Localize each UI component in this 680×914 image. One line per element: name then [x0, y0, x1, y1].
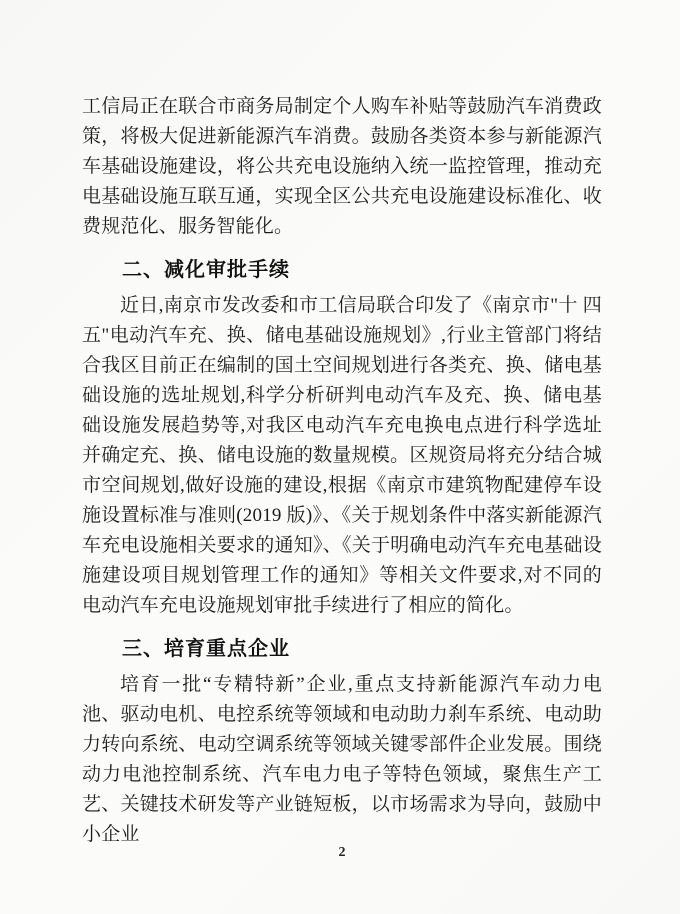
page-text-content — [82, 92, 602, 850]
section-heading-cultivate-enterprises: 三、培育重点企业 — [122, 638, 290, 660]
section-heading-simplify-approval: 二、减化审批手续 — [122, 259, 290, 281]
paragraph-consumption-policy-continuation: 工信局正在联合市商务局制定个人购车补贴等鼓励汽车消费政策，将极大促进新能源汽车消费。鼓励各类资本参与新能源汽车基础设施建设，将公共充电设施纳入统一监控管理，推动充电基础设施互联互通，实现全区公共充电设施建设标准化、收费规范化、服务智能化。 — [82, 96, 602, 237]
paragraph-approval-procedures: 近日,南京市发改委和市工信局联合印发了《南京市"十 四五"电动汽车充、换、储电基础设施规划》,行业主管部门将结合我区目前正在编制的国土空间规划进行各类充、换、储电基础设施的选址规划,科学分析研判电动汽车及充、换、储电基础设施发展趋势等,对我区电动汽车充电换电点进行科学选址并确定充、换、储电设施的数量规模。区规资局将充分结合城市空间规划,做好设施的建设,根据《南京市建筑物配建停车设施设置标准与准则(2019 版)》、《关于规划条件中落实新能源汽车充电设施相关要求的通知》、《关于明确电动汽车充电基础设施建设项目规划管理工作的通知》等相关文件要求,对不同的电动汽车充电设施规划审批手续进行了相应的简化。 — [82, 295, 602, 616]
paragraph-key-enterprises: 培育一批“专精特新”企业,重点支持新能源汽车动力电池、驱动电机、电控系统等领域和电动助力刹车系统、电动助力转向系统、电动空调系统等领域关键零部件企业发展。围绕动力电池控制系统、汽车电力电子等特色领域，聚焦生产工艺、关键技术研发等产业链短板，以市场需求为导向，鼓励中小企业 — [82, 674, 602, 845]
page-number: 2 — [338, 845, 346, 860]
